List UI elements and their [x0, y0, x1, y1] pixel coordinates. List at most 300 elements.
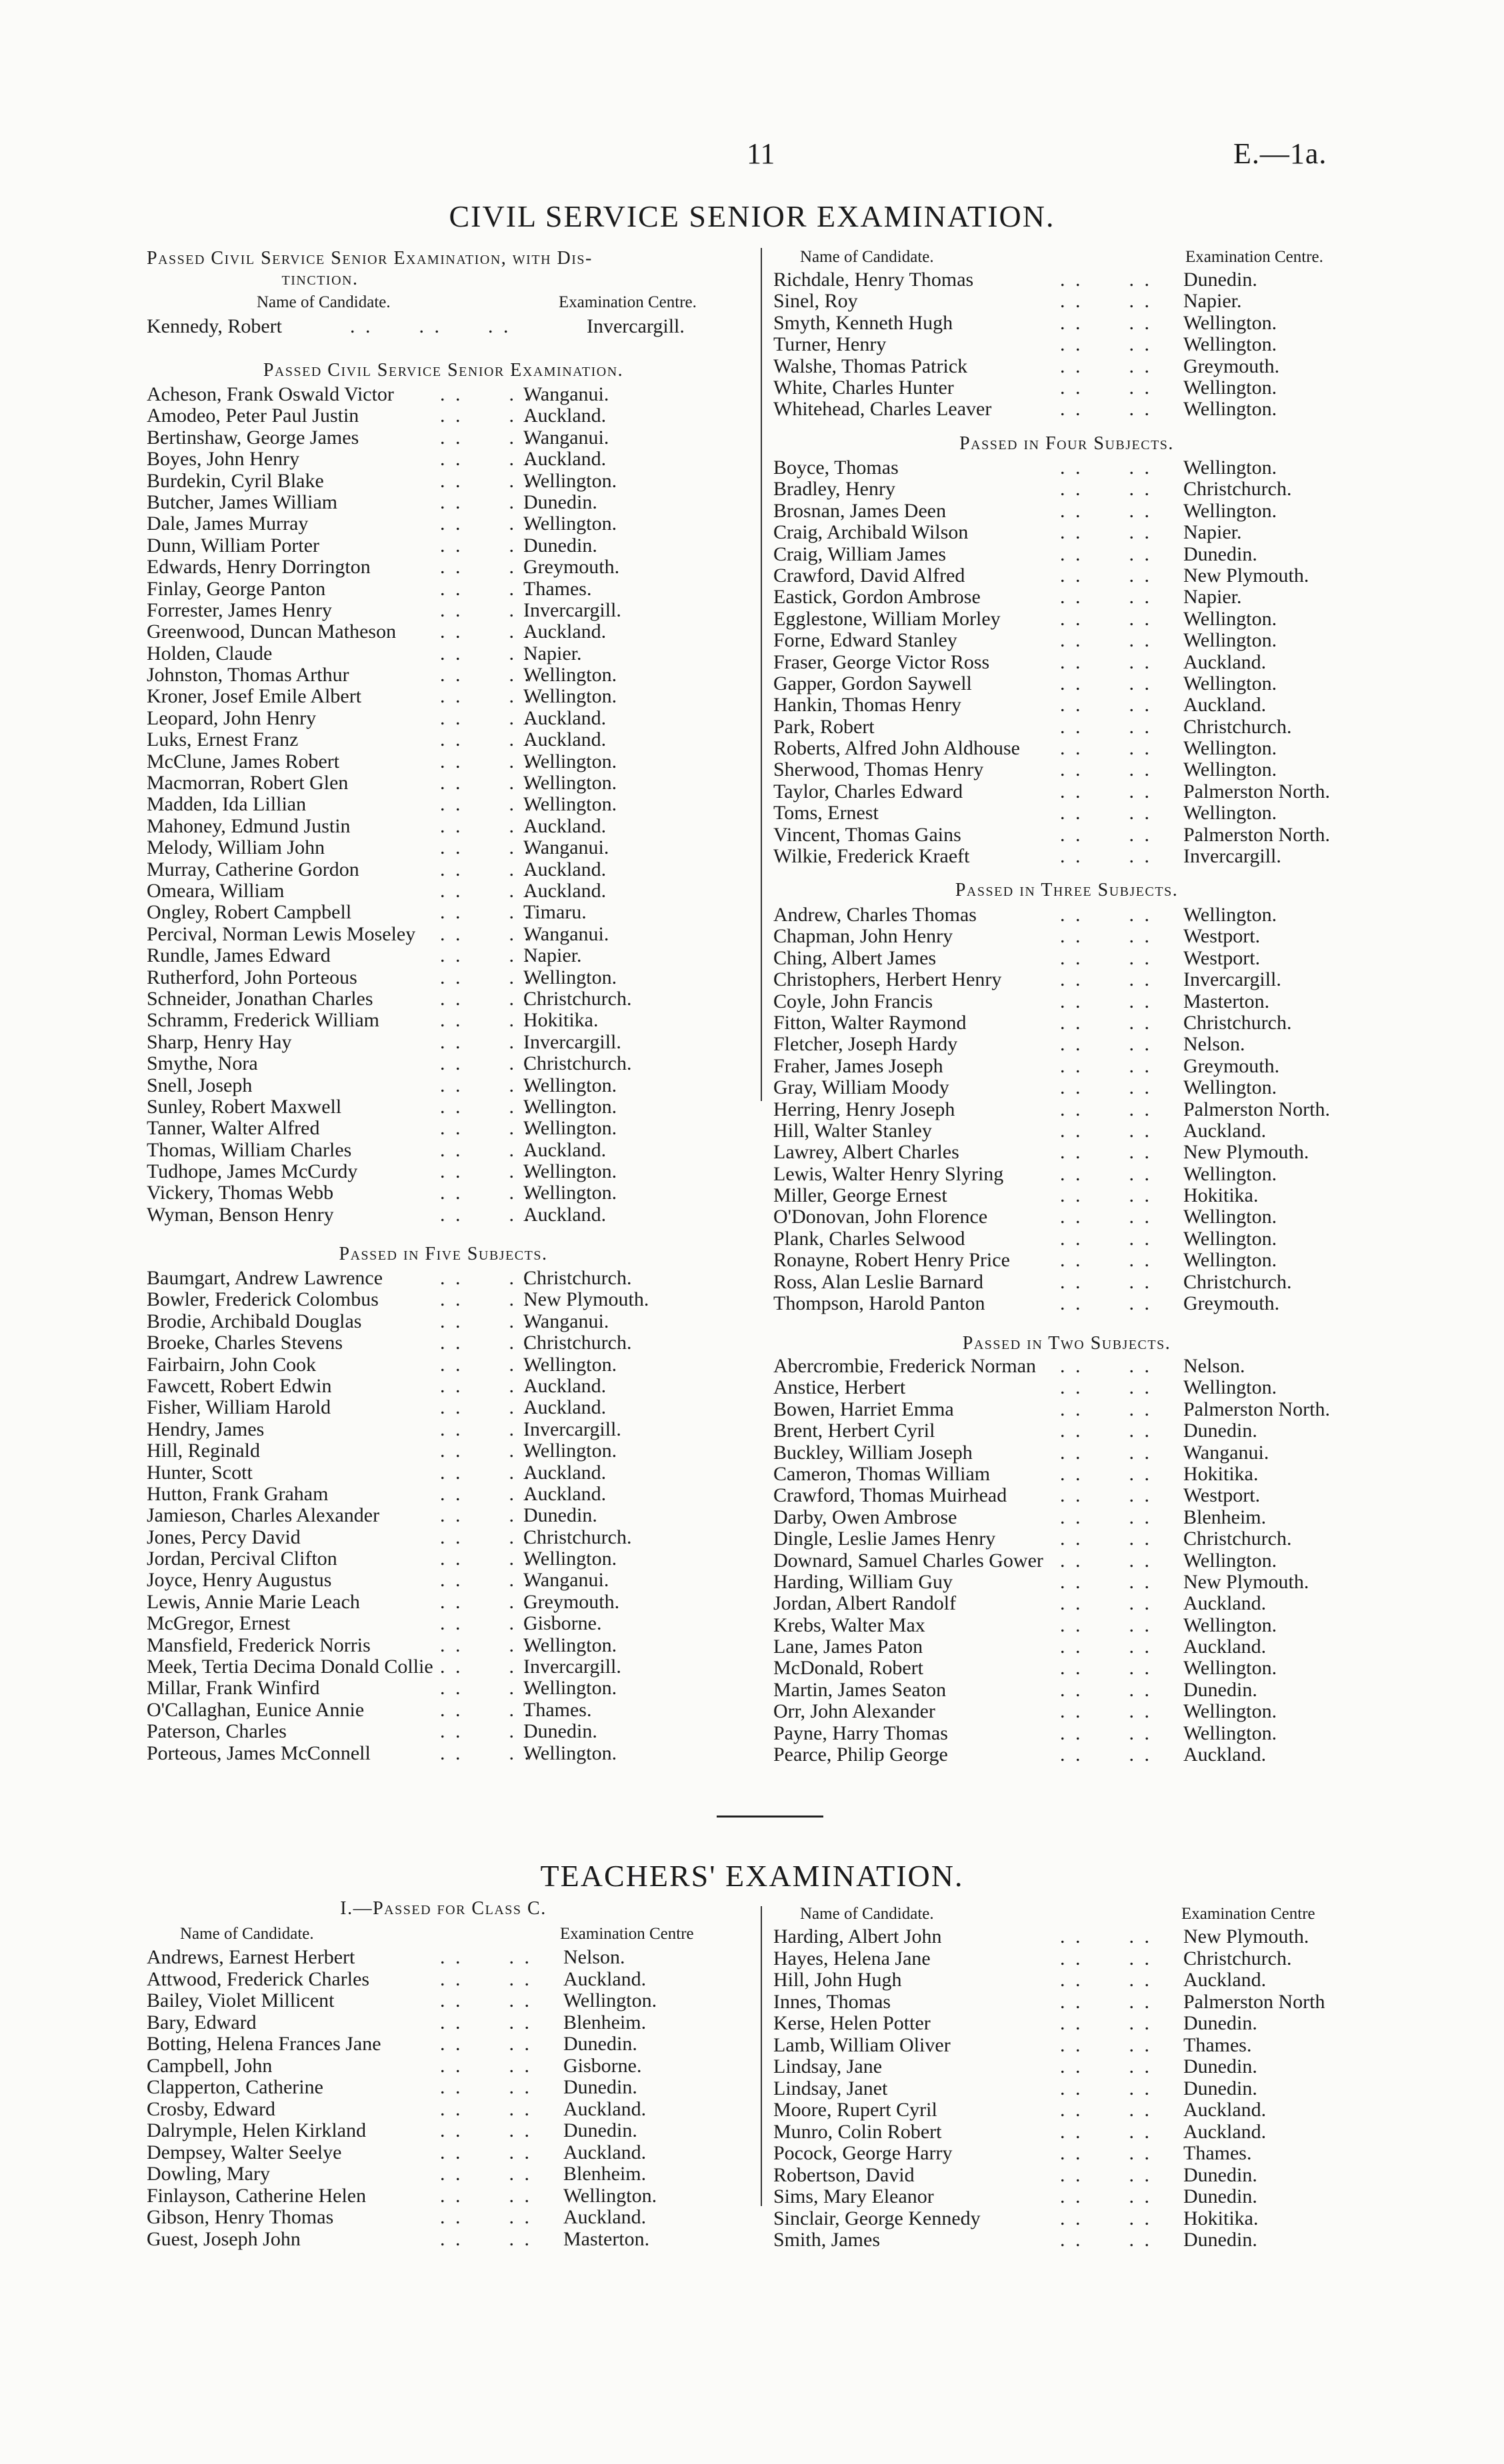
list-item: [147, 1096, 747, 1118]
exam-centre: Wellington.: [1183, 457, 1277, 479]
leader-dots: . . . .: [440, 599, 532, 621]
candidate-name: Fraher, James Joseph: [773, 1054, 943, 1077]
leader-dots: . . . .: [440, 513, 532, 535]
exam-centre: Westport.: [1183, 1484, 1261, 1507]
exam-centre: Auckland.: [563, 2206, 647, 2228]
list-item: [773, 1056, 1373, 1077]
leader-dots: . . . .: [1060, 925, 1152, 948]
candidate-name: Lawrey, Albert Charles: [773, 1141, 959, 1164]
candidate-name: Millar, Frank Winfird: [147, 1677, 320, 1700]
list-item: [773, 313, 1373, 334]
candidate-name: Thomas, William Charles: [147, 1138, 352, 1161]
list-item: [147, 902, 747, 923]
list-item: [773, 2229, 1373, 2251]
exam-centre: Dunedin.: [523, 491, 597, 513]
candidate-name: Park, Robert: [773, 715, 875, 738]
leader-dots: . . . .: [1060, 2012, 1152, 2034]
col-header-centre-teachers: Examination Centre: [560, 1925, 694, 1943]
exam-centre: Wellington.: [1183, 1700, 1277, 1723]
exam-centre: Wellington.: [523, 1117, 617, 1140]
exam-centre: Wanganui.: [523, 836, 609, 859]
candidate-name: Walshe, Thomas Patrick: [773, 355, 968, 377]
exam-centre: Christchurch.: [1183, 1011, 1292, 1034]
candidate-name: Harding, William Guy: [773, 1570, 953, 1593]
list-item: [147, 1376, 747, 1397]
leader-dots: . . . .: [1060, 990, 1152, 1012]
list-item: [773, 738, 1373, 759]
list-item: [147, 794, 747, 815]
candidate-name: Kerse, Helen Potter: [773, 2012, 931, 2034]
candidate-name: Leopard, John Henry: [147, 706, 317, 729]
exam-centre: Dunedin.: [1183, 1420, 1257, 1442]
exam-centre: Wellington.: [1183, 1162, 1277, 1185]
leader-dots: . . . .: [440, 966, 532, 988]
leader-dots: . . . .: [440, 1052, 532, 1075]
list-item: [773, 2056, 1373, 2078]
candidate-name: Vickery, Thomas Webb: [147, 1182, 334, 1204]
candidate-name: Bailey, Violet Millicent: [147, 1989, 335, 2011]
candidate-name: Anstice, Herbert: [773, 1376, 906, 1399]
leader-dots: . . . .: [440, 383, 532, 405]
candidate-name: Lindsay, Jane: [773, 2055, 883, 2077]
candidate-name: Macmorran, Robert Glen: [147, 772, 349, 794]
exam-centre: Auckland.: [1183, 2099, 1267, 2121]
candidate-name: Payne, Harry Thomas: [773, 1722, 948, 1744]
leader-dots: . . . .: [440, 2119, 532, 2141]
candidate-name: Toms, Ernest: [773, 802, 879, 824]
section-separator: [717, 1816, 823, 1818]
leader-dots: . . . .: [440, 1074, 532, 1096]
exam-centre: Christchurch.: [523, 987, 632, 1010]
leader-dots: . . . .: [1060, 1925, 1152, 1947]
exam-centre: Hokitika.: [1183, 1462, 1259, 1485]
candidate-name: Moore, Rupert Cyril: [773, 2099, 937, 2121]
exam-centre: Palmerston North.: [1183, 1098, 1330, 1120]
exam-centre: Wellington.: [523, 469, 617, 492]
list-item: [147, 2163, 747, 2185]
candidate-name: Clapperton, Catherine: [147, 2076, 323, 2098]
leader-dots: . . . .: [1060, 457, 1152, 479]
leader-dots: . . . .: [440, 814, 532, 837]
leader-dots: . . . .: [1060, 1969, 1152, 1991]
exam-centre: Auckland.: [523, 620, 607, 643]
list-item: [773, 926, 1373, 947]
list-item: [147, 557, 747, 578]
list-item: [147, 1548, 747, 1570]
leader-dots: . . . .: [440, 2097, 532, 2120]
list-item: [773, 1293, 1373, 1314]
document-reference: E.—1a.: [1233, 137, 1327, 170]
exam-centre: Wanganui.: [523, 1569, 609, 1592]
candidate-name: Richdale, Henry Thomas: [773, 269, 974, 291]
candidate-name: Boyce, Thomas: [773, 457, 899, 479]
candidate-name: Johnston, Thomas Arthur: [147, 664, 349, 686]
exam-centre: New Plymouth.: [523, 1288, 649, 1311]
list-item: [773, 2099, 1373, 2121]
candidate-name: Hill, John Hugh: [773, 1969, 902, 1991]
list-item: [773, 2078, 1373, 2100]
list-item: [147, 427, 747, 449]
list-item: [773, 1120, 1373, 1142]
candidate-name: Smyth, Kenneth Hugh: [773, 311, 953, 334]
leader-dots: . . . .: [440, 642, 532, 664]
leader-dots: . . . .: [440, 772, 532, 794]
exam-centre: Wellington.: [1183, 607, 1277, 630]
exam-centre: Dunedin.: [1183, 2055, 1257, 2077]
col-header-name-teachers: Name of Candidate.: [180, 1925, 314, 1943]
leader-dots: . . . .: [1060, 376, 1152, 399]
exam-centre: Auckland.: [1183, 650, 1267, 673]
candidate-name: Baumgart, Andrew Lawrence: [147, 1267, 383, 1289]
exam-centre: Palmerston North.: [1183, 1398, 1330, 1420]
exam-centre: Palmerston North: [1183, 1990, 1325, 2013]
exam-centre: Dunedin.: [1183, 543, 1257, 565]
leader-dots: . . . .: [440, 922, 532, 945]
candidate-name: Harding, Albert John: [773, 1925, 942, 1947]
candidate-name: Fairbairn, John Cook: [147, 1353, 317, 1376]
candidate-name: Dale, James Murray: [147, 513, 309, 535]
list-item: [147, 751, 747, 772]
exam-centre: Auckland.: [563, 2097, 647, 2120]
candidate-name: Forne, Edward Stanley: [773, 629, 957, 652]
list-item: [773, 1636, 1373, 1658]
exam-centre: Dunedin.: [563, 2033, 637, 2055]
candidate-name: Joyce, Henry Augustus: [147, 1569, 332, 1592]
exam-centre: Wellington.: [523, 1742, 617, 1764]
list-item: [773, 522, 1373, 543]
leader-dots: . . . .: [1060, 1549, 1152, 1572]
list-item: [147, 1289, 747, 1310]
candidate-name: Andrew, Charles Thomas: [773, 904, 977, 926]
candidate-name: Jordan, Albert Randolf: [773, 1592, 957, 1615]
list-item: [147, 2077, 747, 2099]
candidate-name: Ching, Albert James: [773, 946, 937, 969]
exam-centre: Masterton.: [1183, 990, 1270, 1012]
leader-dots: . . . .: [1060, 1441, 1152, 1464]
list-item: [773, 802, 1373, 824]
candidate-name: Bowen, Harriet Emma: [773, 1398, 954, 1420]
exam-centre: Wellington.: [1183, 1722, 1277, 1744]
candidate-name: Dowling, Mary: [147, 2163, 270, 2185]
leader-dots: . . . .: [440, 2206, 532, 2228]
class-c-heading: I.—Passed for Class C.: [340, 1898, 547, 1919]
list-item: [147, 772, 747, 794]
exam-centre: Napier.: [1183, 521, 1242, 544]
candidate-name: Innes, Thomas: [773, 1990, 891, 2013]
candidate-name: Greenwood, Duncan Matheson: [147, 620, 397, 643]
leader-dots: . . . .: [440, 1117, 532, 1140]
exam-centre: Thames.: [1183, 2142, 1252, 2164]
exam-centre: Napier.: [1183, 586, 1242, 609]
candidate-name: Pocock, George Harry: [773, 2142, 953, 2164]
candidate-name: Luks, Ernest Franz: [147, 728, 299, 751]
list-item: [773, 759, 1373, 780]
candidate-name: Wyman, Benson Henry: [147, 1203, 334, 1226]
candidate-name: Fitton, Walter Raymond: [773, 1011, 967, 1034]
list-item: [773, 2208, 1373, 2230]
candidate-name: Bradley, Henry: [773, 478, 895, 501]
list-item: [147, 1182, 747, 1204]
leader-dots: . . . .: [1060, 1484, 1152, 1507]
candidate-name: Robertson, David: [773, 2163, 915, 2186]
list-item: [147, 1462, 747, 1484]
exam-centre: New Plymouth.: [1183, 1925, 1309, 1947]
list-item: [147, 384, 747, 405]
col-header-centre: Examination Centre.: [559, 293, 697, 311]
exam-centre: Wellington.: [1183, 1206, 1277, 1228]
list-item: [147, 471, 747, 492]
list-item: [773, 1507, 1373, 1528]
list-item: [147, 1354, 747, 1376]
list-item: [147, 2055, 747, 2077]
distinction-list: [147, 316, 747, 337]
passed-heading: Passed Civil Service Senior Examination.: [263, 360, 624, 381]
leader-dots: . . . .: [440, 1612, 532, 1635]
candidate-name: Fawcett, Robert Edwin: [147, 1374, 332, 1397]
list-item: [773, 2121, 1373, 2143]
leader-dots: . . . .: [440, 1548, 532, 1570]
list-item: [773, 2013, 1373, 2035]
leader-dots: . . . .: [440, 556, 532, 579]
leader-dots: . . . .: [1060, 904, 1152, 926]
leader-dots: . . . .: [440, 1138, 532, 1161]
leader-dots: . . . .: [1060, 1678, 1152, 1701]
exam-centre: Wellington.: [1183, 1076, 1277, 1099]
leader-dots: . . . . . .: [350, 315, 511, 337]
candidate-name: Downard, Samuel Charles Gower: [773, 1549, 1043, 1572]
list-item: [773, 1356, 1373, 1377]
exam-centre: Wellington.: [1183, 1249, 1277, 1272]
list-item: [147, 1053, 747, 1074]
candidate-name: Lindsay, Janet: [773, 2077, 888, 2099]
leader-dots: . . . .: [1060, 1700, 1152, 1723]
leader-dots: . . . .: [1060, 1162, 1152, 1185]
candidate-name: Martin, James Seaton: [773, 1678, 947, 1701]
leader-dots: . . . .: [1060, 1076, 1152, 1099]
leader-dots: . . . .: [1060, 1119, 1152, 1142]
candidate-name: Roberts, Alfred John Aldhouse: [773, 737, 1020, 760]
list-item: [773, 609, 1373, 630]
exam-centre: Hokitika.: [1183, 2207, 1259, 2229]
candidate-name: Orr, John Alexander: [773, 1700, 935, 1723]
exam-centre: Christchurch.: [523, 1332, 632, 1354]
list-item: [147, 600, 747, 621]
candidate-name: Ongley, Robert Campbell: [147, 901, 352, 924]
list-item: [773, 457, 1373, 479]
leader-dots: . . . .: [440, 1418, 532, 1440]
leader-dots: . . . .: [440, 944, 532, 967]
leader-dots: . . . .: [1060, 650, 1152, 673]
exam-centre: Auckland.: [1183, 694, 1267, 716]
candidate-name: Darby, Owen Ambrose: [773, 1506, 957, 1528]
list-item: [147, 1204, 747, 1226]
list-item: [773, 1528, 1373, 1550]
exam-centre: Blenheim.: [563, 2011, 647, 2033]
candidate-name: Hendry, James: [147, 1418, 265, 1440]
exam-centre: Hokitika.: [1183, 1184, 1259, 1207]
candidate-name: Attwood, Frederick Charles: [147, 1967, 370, 1990]
list-item: [773, 904, 1373, 926]
leader-dots: . . . .: [1060, 1398, 1152, 1420]
exam-centre: Wellington.: [523, 966, 617, 988]
candidate-name: Christophers, Herbert Henry: [773, 968, 1002, 991]
list-item: [773, 1034, 1373, 1055]
leader-dots: . . . .: [440, 664, 532, 686]
list-item: [773, 1420, 1373, 1442]
exam-centre: Auckland.: [523, 879, 607, 902]
list-item: [147, 2207, 747, 2229]
exam-centre: Wellington.: [1183, 629, 1277, 652]
list-item: [147, 405, 747, 427]
exam-centre: Nelson.: [1183, 1033, 1245, 1056]
leader-dots: . . . .: [440, 1267, 532, 1289]
col-header-name-right: Name of Candidate.: [800, 248, 934, 266]
candidate-name: Miller, George Ernest: [773, 1184, 947, 1207]
candidate-name: Lewis, Walter Henry Slyring: [773, 1162, 1004, 1185]
exam-centre: Auckland.: [1183, 1969, 1267, 1991]
leader-dots: . . . .: [1060, 1270, 1152, 1293]
list-item: [147, 1505, 747, 1526]
list-item: [773, 694, 1373, 716]
list-item: [147, 492, 747, 513]
exam-centre: Dunedin.: [523, 1720, 597, 1743]
candidate-name: Crawford, David Alfred: [773, 564, 965, 587]
exam-centre: Wellington.: [523, 1095, 617, 1118]
exam-centre: Invercargill.: [523, 1656, 621, 1678]
candidate-name: Botting, Helena Frances Jane: [147, 2033, 381, 2055]
candidate-name: Dunn, William Porter: [147, 534, 320, 557]
candidate-name: Fisher, William Harold: [147, 1396, 331, 1419]
candidate-name: Meek, Tertia Decima Donald Collie: [147, 1656, 433, 1678]
leader-dots: . . . .: [1060, 1636, 1152, 1658]
exam-centre: Wellington.: [523, 1353, 617, 1376]
leader-dots: . . . .: [440, 2033, 532, 2055]
list-item: [147, 945, 747, 966]
leader-dots: . . . .: [1060, 2033, 1152, 2056]
leader-dots: . . . .: [440, 1656, 532, 1678]
leader-dots: . . . .: [1060, 290, 1152, 313]
exam-centre: Wellington.: [1183, 758, 1277, 781]
candidate-name: Guest, Joseph John: [147, 2227, 301, 2250]
candidate-name: Craig, Archibald Wilson: [773, 521, 969, 544]
leader-dots: . . . .: [1060, 1744, 1152, 1766]
list-item: [773, 1969, 1373, 1991]
exam-centre: Wellington.: [523, 1548, 617, 1570]
candidate-name: Lewis, Annie Marie Leach: [147, 1590, 360, 1613]
candidate-name: McClune, James Robert: [147, 750, 340, 772]
leader-dots: . . . .: [440, 1504, 532, 1527]
exam-centre: Wellington.: [1183, 1614, 1277, 1636]
list-item: [147, 2120, 747, 2142]
exam-centre: Palmerston North.: [1183, 780, 1330, 802]
exam-centre: Wellington.: [523, 513, 617, 535]
list-item: [147, 924, 747, 945]
leader-dots: . . . .: [1060, 1227, 1152, 1250]
list-item: [773, 291, 1373, 312]
candidate-name: Finlayson, Catherine Helen: [147, 2184, 367, 2207]
exam-centre: Gisborne.: [523, 1612, 602, 1635]
list-item: [773, 1680, 1373, 1701]
leader-dots: . . . .: [440, 750, 532, 772]
candidate-name: Dingle, Leslie James Henry: [773, 1528, 996, 1550]
distinction-heading-cont: tinction.: [281, 269, 359, 289]
candidate-name: Tanner, Walter Alfred: [147, 1117, 320, 1140]
list-item: [773, 781, 1373, 802]
list-item: [147, 2099, 747, 2121]
leader-dots: . . . .: [1060, 802, 1152, 824]
leader-dots: . . . .: [440, 1353, 532, 1376]
candidate-name: Taylor, Charles Edward: [773, 780, 963, 802]
exam-centre: Greymouth.: [1183, 1292, 1280, 1315]
candidate-name: Hill, Reginald: [147, 1440, 260, 1462]
leader-dots: . . . .: [440, 858, 532, 880]
leader-dots: . . . .: [1060, 845, 1152, 868]
exam-centre: Auckland.: [523, 814, 607, 837]
leader-dots: . . . .: [1060, 946, 1152, 969]
list-item: [773, 1185, 1373, 1206]
candidate-name: Burdekin, Cyril Blake: [147, 469, 324, 492]
list-item: [147, 729, 747, 750]
candidate-name: Cameron, Thomas William: [773, 1462, 991, 1485]
candidate-name: Murray, Catherine Gordon: [147, 858, 359, 880]
exam-centre: Wellington.: [1183, 499, 1277, 522]
exam-centre: Napier.: [1183, 290, 1242, 313]
candidate-name: Ross, Alan Leslie Barnard: [773, 1270, 983, 1293]
list-item: [773, 479, 1373, 500]
list-item: [773, 1442, 1373, 1464]
list-item: [147, 880, 747, 902]
leader-dots: . . . .: [1060, 1141, 1152, 1164]
exam-centre: New Plymouth.: [1183, 1570, 1309, 1593]
list-item: [773, 969, 1373, 990]
exam-centre: Hokitika.: [523, 1009, 599, 1032]
list-item: [773, 269, 1373, 291]
three-subjects-heading: Passed in Three Subjects.: [955, 880, 1179, 900]
leader-dots: . . . .: [440, 1288, 532, 1311]
candidate-name: Hill, Walter Stanley: [773, 1119, 932, 1142]
five-subjects-list: [147, 1268, 747, 1764]
column-divider: [761, 248, 762, 1101]
list-item: [773, 1744, 1373, 1766]
candidate-name: Sherwood, Thomas Henry: [773, 758, 984, 781]
list-item: [147, 1592, 747, 1613]
exam-centre: Auckland.: [523, 405, 607, 427]
exam-centre: Auckland.: [523, 858, 607, 880]
list-item: [773, 399, 1373, 420]
list-item: [147, 643, 747, 664]
candidate-name: Omeara, William: [147, 879, 285, 902]
leader-dots: . . . .: [440, 1720, 532, 1743]
leader-dots: . . . .: [1060, 2077, 1152, 2099]
list-item: [147, 2142, 747, 2164]
leader-dots: . . . .: [440, 1332, 532, 1354]
candidate-name: Sharp, Henry Hay: [147, 1030, 292, 1053]
list-item: [773, 565, 1373, 587]
leader-dots: . . . .: [440, 1569, 532, 1592]
exam-centre: Auckland.: [1183, 1636, 1267, 1658]
two-subjects-list: [773, 1356, 1373, 1766]
leader-dots: . . . .: [1060, 1355, 1152, 1377]
candidate-name: Amodeo, Peter Paul Justin: [147, 405, 359, 427]
exam-centre: Auckland.: [523, 1482, 607, 1505]
three-subjects-list: [773, 904, 1373, 1314]
leader-dots: . . . .: [1060, 311, 1152, 334]
candidate-name: Fletcher, Joseph Hardy: [773, 1033, 958, 1056]
exam-centre: Wellington.: [523, 750, 617, 772]
candidate-name: Wilkie, Frederick Kraeft: [773, 845, 970, 868]
list-item: [773, 2143, 1373, 2165]
exam-centre: Auckland.: [1183, 2120, 1267, 2143]
